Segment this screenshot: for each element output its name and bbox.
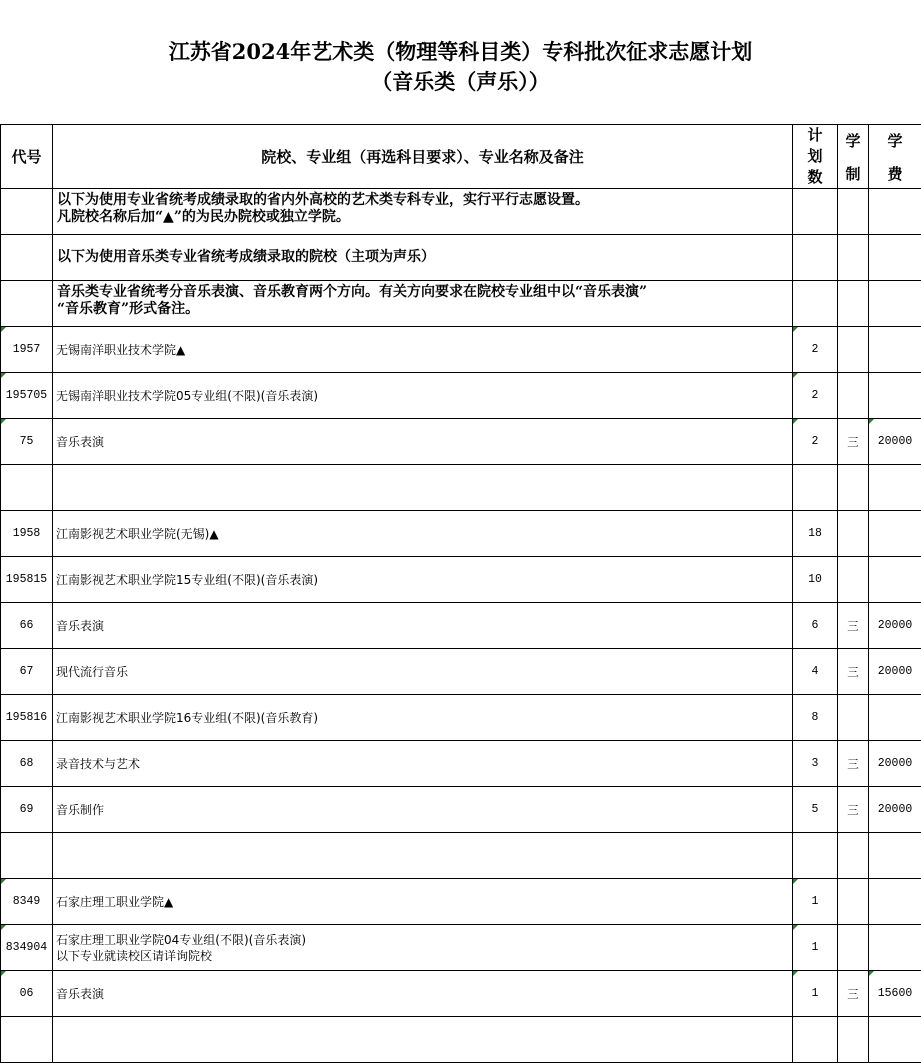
cell-duration: 三 xyxy=(838,603,869,649)
cell-plan: 1 xyxy=(793,879,838,925)
cell-code: 8349 xyxy=(1,879,53,925)
header-duration: 学 制 xyxy=(838,125,869,189)
cell-fee: 20000 xyxy=(869,603,921,649)
cell-duration: 三 xyxy=(838,971,869,1017)
cell-name: 录音技术与艺术 xyxy=(53,741,793,787)
table-row xyxy=(1,373,921,419)
cell-name: 现代流行音乐 xyxy=(53,649,793,695)
cell-fee xyxy=(869,879,921,925)
cell-name: 音乐表演 xyxy=(53,419,793,465)
note-text: 音乐类专业省统考分音乐表演、音乐教育两个方向。有关方向要求在院校专业组中以“音乐表演” “音乐教育”形式备注。 xyxy=(53,281,793,327)
cell-plan: 3 xyxy=(793,741,838,787)
cell-code: 69 xyxy=(1,787,53,833)
cell-duration xyxy=(838,327,869,373)
cell-duration xyxy=(838,879,869,925)
note-row xyxy=(1,281,921,327)
page-title: 江苏省2024年艺术类（物理等科目类）专科批次征求志愿计划 xyxy=(0,36,921,66)
header-plan: 计 划 数 xyxy=(793,125,838,189)
header-code: 代号 xyxy=(1,125,53,189)
cell-name: 无锡南洋职业技术学院▲ xyxy=(53,327,793,373)
cell-fee xyxy=(869,327,921,373)
table-row xyxy=(1,879,921,925)
cell-duration xyxy=(838,511,869,557)
cell-plan: 4 xyxy=(793,649,838,695)
table-row xyxy=(1,327,921,373)
cell-fee xyxy=(869,695,921,741)
cell-name: 无锡南洋职业技术学院05专业组(不限)(音乐表演) xyxy=(53,373,793,419)
cell-name: 音乐表演 xyxy=(53,603,793,649)
cell-fee xyxy=(869,557,921,603)
note-text: 以下为使用音乐类专业省统考成绩录取的院校（主项为声乐） xyxy=(53,235,793,281)
note-row xyxy=(1,189,921,235)
table-row xyxy=(1,419,921,465)
cell-fee xyxy=(869,511,921,557)
cell-fee: 20000 xyxy=(869,419,921,465)
cell-duration: 三 xyxy=(838,419,869,465)
header-fee: 学 费 xyxy=(869,125,921,189)
cell-fee xyxy=(869,833,921,879)
cell-duration xyxy=(838,373,869,419)
table-row xyxy=(1,925,921,971)
cell-plan xyxy=(793,833,838,879)
table-row xyxy=(1,971,921,1017)
table-row xyxy=(1,787,921,833)
cell-plan: 2 xyxy=(793,419,838,465)
table-row xyxy=(1,557,921,603)
table-row xyxy=(1,741,921,787)
cell-code: 67 xyxy=(1,649,53,695)
cell-duration: 三 xyxy=(838,649,869,695)
cell-name xyxy=(53,465,793,511)
table-row xyxy=(1,833,921,879)
cell-fee xyxy=(869,1017,921,1063)
cell-code: 195815 xyxy=(1,557,53,603)
cell-name: 石家庄理工职业学院▲ xyxy=(53,879,793,925)
table-row xyxy=(1,695,921,741)
cell-fee: 20000 xyxy=(869,649,921,695)
note-text: 以下为使用专业省统考成绩录取的省内外高校的艺术类专科专业，实行平行志愿设置。 凡院校名称后加“▲”的为民办院校或独立学院。 xyxy=(53,189,793,235)
cell-plan: 8 xyxy=(793,695,838,741)
table-row xyxy=(1,649,921,695)
cell-duration: 三 xyxy=(838,741,869,787)
header-name: 院校、专业组（再选科目要求）、专业名称及备注 xyxy=(53,125,793,189)
table-row xyxy=(1,1017,921,1063)
cell-duration: 三 xyxy=(838,787,869,833)
cell-duration xyxy=(838,465,869,511)
cell-fee xyxy=(869,465,921,511)
table-row xyxy=(1,603,921,649)
cell-plan: 2 xyxy=(793,373,838,419)
cell-code xyxy=(1,1017,53,1063)
cell-code: 75 xyxy=(1,419,53,465)
cell-name: 音乐表演 xyxy=(53,971,793,1017)
cell-code: 195705 xyxy=(1,373,53,419)
table-row xyxy=(1,465,921,511)
cell-duration xyxy=(838,925,869,971)
cell-fee: 20000 xyxy=(869,741,921,787)
cell-code: 834904 xyxy=(1,925,53,971)
cell-fee: 20000 xyxy=(869,787,921,833)
cell-fee xyxy=(869,373,921,419)
cell-plan: 1 xyxy=(793,925,838,971)
cell-plan: 5 xyxy=(793,787,838,833)
cell-name: 石家庄理工职业学院04专业组(不限)(音乐表演) 以下专业就读校区请详询院校 xyxy=(53,925,793,971)
cell-name: 江南影视艺术职业学院15专业组(不限)(音乐表演) xyxy=(53,557,793,603)
cell-plan xyxy=(793,1017,838,1063)
cell-duration xyxy=(838,557,869,603)
cell-code xyxy=(1,465,53,511)
page-subtitle: （音乐类（声乐）） xyxy=(0,66,921,96)
cell-fee: 15600 xyxy=(869,971,921,1017)
cell-name: 江南影视艺术职业学院(无锡)▲ xyxy=(53,511,793,557)
note-row xyxy=(1,235,921,281)
cell-name xyxy=(53,1017,793,1063)
cell-fee xyxy=(869,925,921,971)
table-row xyxy=(1,511,921,557)
cell-code: 1958 xyxy=(1,511,53,557)
cell-name: 江南影视艺术职业学院16专业组(不限)(音乐教育) xyxy=(53,695,793,741)
cell-duration xyxy=(838,1017,869,1063)
cell-code: 06 xyxy=(1,971,53,1017)
cell-code: 195816 xyxy=(1,695,53,741)
cell-plan: 1 xyxy=(793,971,838,1017)
cell-name xyxy=(53,833,793,879)
cell-code xyxy=(1,833,53,879)
cell-plan: 18 xyxy=(793,511,838,557)
cell-plan: 10 xyxy=(793,557,838,603)
cell-duration xyxy=(838,695,869,741)
cell-code: 68 xyxy=(1,741,53,787)
cell-plan: 2 xyxy=(793,327,838,373)
cell-code: 66 xyxy=(1,603,53,649)
table-header-row xyxy=(1,125,921,189)
cell-code: 1957 xyxy=(1,327,53,373)
cell-name: 音乐制作 xyxy=(53,787,793,833)
enrollment-plan-table xyxy=(0,124,921,1063)
cell-duration xyxy=(838,833,869,879)
cell-note: 以下专业就读校区请详询院校 xyxy=(56,948,792,964)
cell-plan: 6 xyxy=(793,603,838,649)
cell-plan xyxy=(793,465,838,511)
